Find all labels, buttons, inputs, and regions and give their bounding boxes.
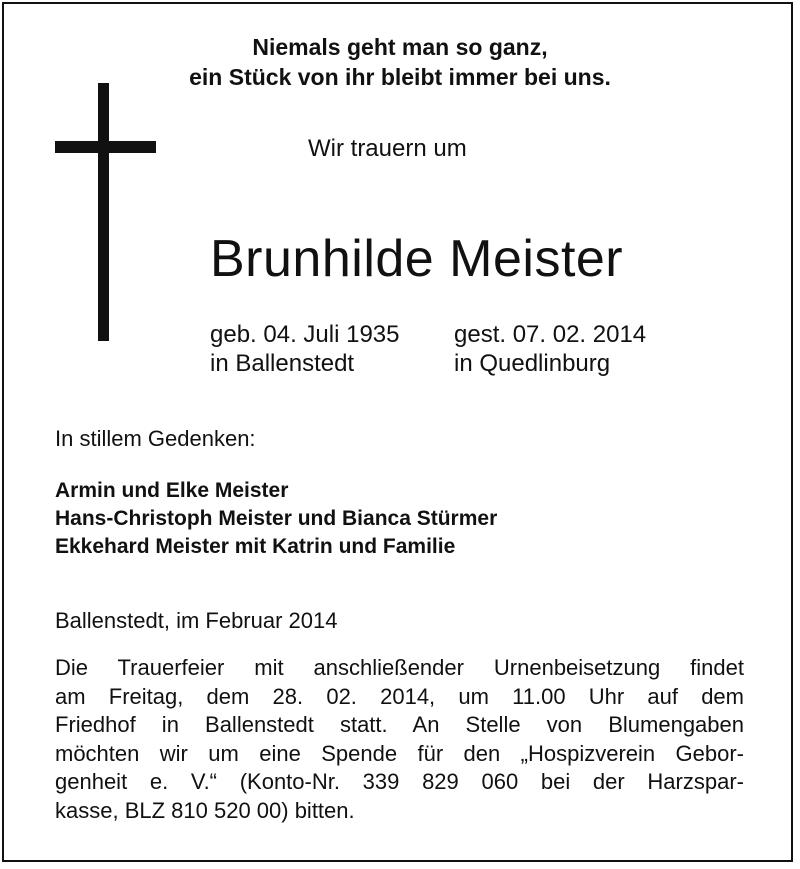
birth-place: in Ballenstedt: [210, 350, 355, 377]
funeral-line: kasse, BLZ 810 520 00) bitten.: [55, 797, 355, 823]
birth-info: [210, 320, 399, 378]
deceased-name: Brunhilde Meister: [210, 230, 624, 288]
intro-text: Wir trauern um: [308, 135, 467, 162]
cross-horizontal-bar: [55, 141, 156, 153]
mourner-line: Armin und Elke Meister: [55, 479, 289, 502]
cross-vertical-bar: [98, 83, 109, 341]
death-place: in Quedlinburg: [454, 350, 611, 377]
mourners-list: [55, 477, 497, 561]
funeral-line: am Freitag, dem 28. 02. 2014, um 11.00 Uhr auf dem: [55, 683, 744, 709]
death-date: gest. 07. 02. 2014: [454, 321, 647, 348]
funeral-line: genheit e. V.“ (Konto-Nr. 339 829 060 bei der Harzspar-: [55, 769, 744, 795]
funeral-notice: [55, 654, 744, 826]
motto: [0, 32, 800, 92]
funeral-line: Friedhof in Ballenstedt statt. An Stelle von Blumengaben: [55, 712, 744, 738]
funeral-line: Die Trauerfeier mit anschließender Urnenbeisetzung findet: [55, 655, 744, 680]
mourner-line: Hans-Christoph Meister und Bianca Stürmer: [55, 507, 498, 530]
birth-date: geb. 04. Juli 1935: [210, 321, 400, 348]
mourner-line: Ekkehard Meister mit Katrin und Familie: [55, 535, 456, 558]
remembrance-heading: In stillem Gedenken:: [55, 426, 256, 451]
motto-line-1: Niemals geht man so ganz,: [252, 34, 548, 60]
funeral-line: möchten wir um eine Spende für den „Hospizverein Gebor-: [55, 740, 744, 766]
place-and-date: Ballenstedt, im Februar 2014: [55, 608, 338, 633]
motto-line-2: ein Stück von ihr bleibt immer bei uns.: [189, 64, 611, 90]
death-info: [454, 320, 646, 378]
